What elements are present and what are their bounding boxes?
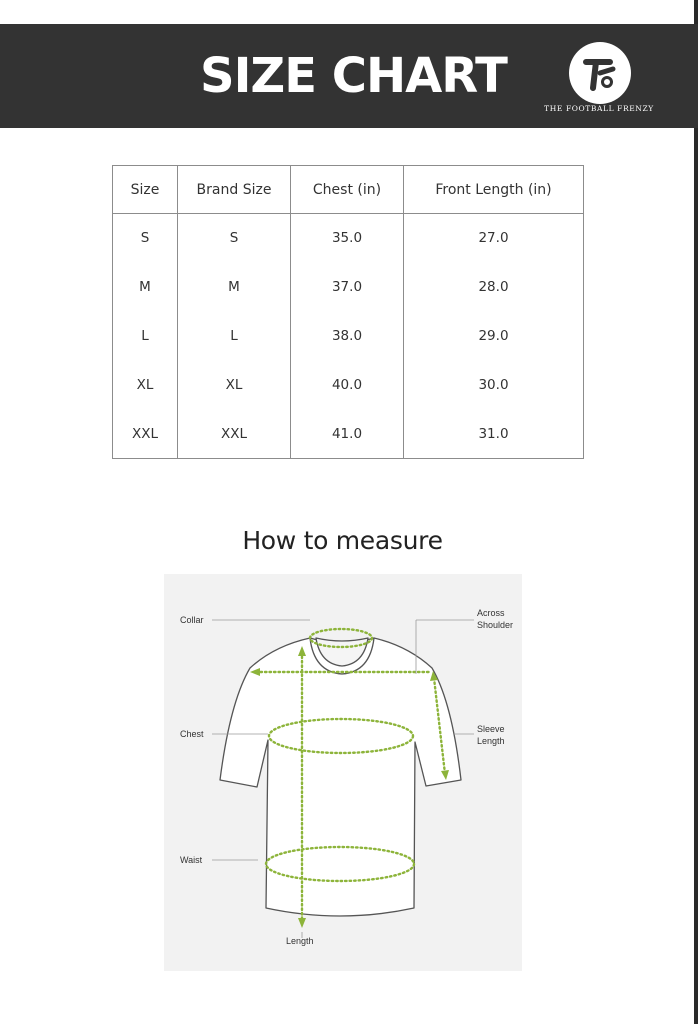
waist-label: Waist xyxy=(180,855,203,865)
cell-front-length: 28.0 xyxy=(404,263,584,312)
cell-brand-size: M xyxy=(178,263,291,312)
tf-monogram-glyph xyxy=(569,42,631,104)
across-shoulder-label-line1: Across xyxy=(477,608,505,618)
header-chest: Chest (in) xyxy=(291,166,404,214)
cell-brand-size: XXL xyxy=(178,410,291,459)
cell-chest: 35.0 xyxy=(291,214,404,263)
page-title: SIZE CHART xyxy=(200,48,507,104)
size-chart-table xyxy=(112,165,584,459)
cell-size: XXL xyxy=(113,410,178,459)
chest-label: Chest xyxy=(180,729,204,739)
table-row xyxy=(113,214,584,263)
cell-front-length: 31.0 xyxy=(404,410,584,459)
cell-brand-size: XL xyxy=(178,361,291,410)
collar-label: Collar xyxy=(180,615,204,625)
sleeve-length-label-line2: Length xyxy=(477,736,505,746)
cell-chest: 38.0 xyxy=(291,312,404,361)
cell-size: XL xyxy=(113,361,178,410)
tshirt-measure-diagram xyxy=(164,574,522,971)
header-size: Size xyxy=(113,166,178,214)
table-row xyxy=(113,312,584,361)
tshirt-outline-icon xyxy=(220,638,461,916)
cell-front-length: 27.0 xyxy=(404,214,584,263)
cell-chest: 40.0 xyxy=(291,361,404,410)
header-banner xyxy=(0,24,698,128)
cell-front-length: 29.0 xyxy=(404,312,584,361)
cell-chest: 41.0 xyxy=(291,410,404,459)
header-front-length: Front Length (in) xyxy=(404,166,584,214)
page-edge xyxy=(694,0,698,1024)
cell-size: L xyxy=(113,312,178,361)
cell-size: S xyxy=(113,214,178,263)
table-row xyxy=(113,410,584,459)
how-to-measure-title: How to measure xyxy=(242,526,443,555)
length-label: Length xyxy=(286,936,314,946)
table-row xyxy=(113,361,584,410)
table-row xyxy=(113,263,584,312)
cell-front-length: 30.0 xyxy=(404,361,584,410)
sleeve-length-label-line1: Sleeve xyxy=(477,724,505,734)
tf-monogram-icon xyxy=(569,42,631,104)
cell-chest: 37.0 xyxy=(291,263,404,312)
cell-brand-size: S xyxy=(178,214,291,263)
brand-caption: THE FOOTBALL FRENZY xyxy=(544,104,654,113)
table-header-row xyxy=(113,166,584,214)
across-shoulder-label-line2: Shoulder xyxy=(477,620,514,630)
cell-brand-size: L xyxy=(178,312,291,361)
tshirt-measure-figure xyxy=(164,574,522,971)
header-brand-size: Brand Size xyxy=(178,166,291,214)
cell-size: M xyxy=(113,263,178,312)
